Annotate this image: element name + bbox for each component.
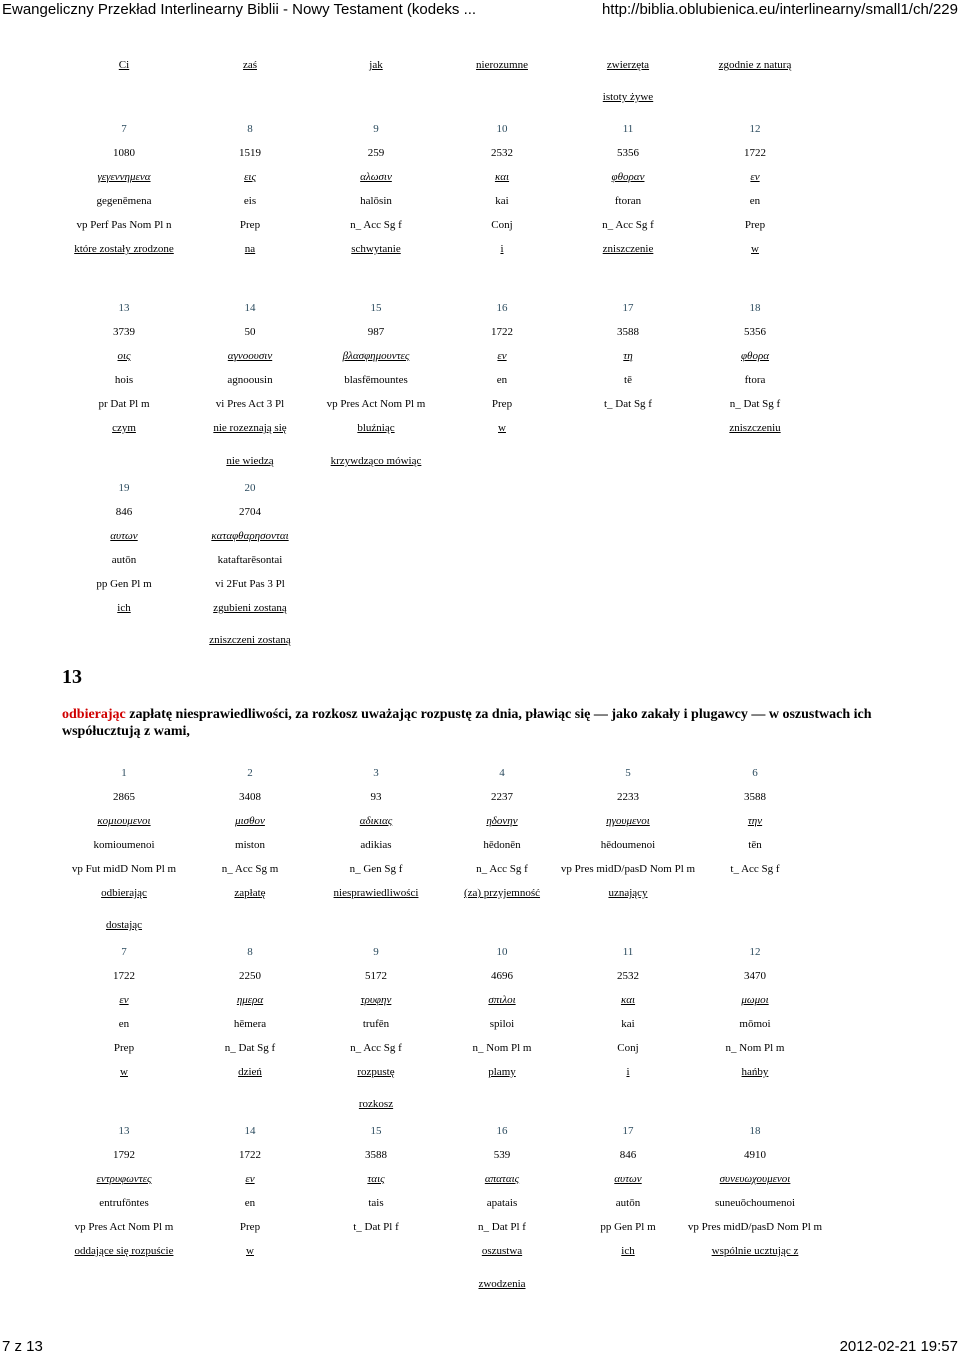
strongs-number: 5356	[617, 147, 639, 159]
strongs-number: 2704	[239, 506, 261, 518]
morphology-row	[0, 577, 900, 591]
morphology: vp Pres midD/pasD Nom Pl m	[560, 863, 696, 875]
word-number: 1	[121, 767, 127, 779]
word-number: 7	[121, 123, 127, 135]
word-number: 20	[244, 482, 256, 494]
word-number-row	[0, 481, 900, 495]
greek-row	[0, 170, 900, 184]
alt-gloss-link[interactable]: krzywdząco mówiąc	[330, 455, 422, 467]
strongs-number: 4910	[744, 1149, 766, 1161]
header-url: http://biblia.oblubienica.eu/interlinearny/small1/ch/229	[601, 1, 958, 18]
alt-gloss-link[interactable]: nie wiedzą	[226, 455, 274, 467]
morphology: vi 2Fut Pas 3 Pl	[215, 578, 285, 590]
transliteration: autōn	[111, 554, 137, 566]
greek-word-link[interactable]: μισθον	[235, 815, 265, 827]
morphology: vp Pres midD/pasD Nom Pl m	[687, 1221, 823, 1233]
transliteration: agnoousin	[227, 374, 273, 386]
alt-gloss-row	[0, 454, 900, 468]
greek-word-link[interactable]: αδικιας	[359, 815, 393, 827]
word-number-row	[0, 1124, 900, 1138]
gloss-link[interactable]: zgodnie z naturą	[718, 59, 792, 71]
strongs-number: 1722	[744, 147, 766, 159]
gloss-link[interactable]: w	[120, 1066, 128, 1078]
word-number: 13	[118, 302, 130, 314]
browser-print-header	[0, 0, 960, 22]
greek-word-link[interactable]: φθορα	[740, 350, 770, 362]
word-number: 17	[622, 302, 634, 314]
gloss-link[interactable]: jak	[369, 59, 383, 71]
gloss-link[interactable]: ich	[117, 602, 131, 614]
morphology: t_ Acc Sg f	[730, 863, 780, 875]
strongs-number: 1722	[491, 326, 513, 338]
morphology: pp Gen Pl m	[600, 1221, 656, 1233]
strongs-number: 3470	[744, 970, 766, 982]
morphology: vi Pres Act 3 Pl	[215, 398, 285, 410]
greek-word-link[interactable]: εν	[245, 1173, 255, 1185]
strongs-number: 5172	[365, 970, 387, 982]
transliteration: entrufōntes	[99, 1197, 149, 1209]
strongs-number: 846	[619, 1149, 637, 1161]
strongs-number: 2532	[617, 970, 639, 982]
gloss-link[interactable]: w	[246, 1245, 254, 1257]
word-number: 8	[247, 946, 253, 958]
word-number: 10	[496, 123, 508, 135]
strongs-number: 1722	[113, 970, 135, 982]
strongs-number: 3408	[239, 791, 261, 803]
gloss-row	[0, 601, 900, 615]
gloss-link[interactable]: nie rozeznają się	[213, 422, 287, 434]
verse-text-highlight: odbierając	[62, 707, 126, 722]
gloss-link[interactable]: zniszczeniu	[729, 422, 781, 434]
strongs-number: 3588	[744, 791, 766, 803]
greek-word-link[interactable]: απαταις	[484, 1173, 520, 1185]
greek-word-link[interactable]: εντρυφωντες	[96, 1173, 152, 1185]
morphology-row	[0, 862, 900, 876]
strongs-row	[0, 146, 900, 160]
greek-row	[0, 349, 900, 363]
morphology: n_ Dat Pl f	[478, 1221, 526, 1233]
greek-word-link[interactable]: εν	[497, 350, 507, 362]
alt-gloss-row	[0, 1277, 900, 1291]
gloss-link[interactable]: które zostały zrodzone	[74, 243, 174, 255]
word-number: 11	[622, 946, 634, 958]
gloss-link[interactable]: hańby	[741, 1066, 769, 1078]
gloss-link[interactable]: i	[500, 243, 504, 255]
greek-word-link[interactable]: τρυφην	[360, 994, 392, 1006]
transliteration-row	[0, 194, 900, 208]
transliteration-row	[0, 838, 900, 852]
greek-word-link[interactable]: γεγεννημενα	[97, 171, 151, 183]
morphology: n_ Acc Sg f	[476, 863, 528, 875]
greek-word-link[interactable]: καταφθαρησονται	[211, 530, 289, 542]
strongs-number: 2250	[239, 970, 261, 982]
alt-gloss-link[interactable]: rozkosz	[358, 1098, 394, 1110]
strongs-number: 2237	[491, 791, 513, 803]
strongs-number: 2865	[113, 791, 135, 803]
gloss-link[interactable]: plamy	[488, 1066, 516, 1078]
greek-word-link[interactable]: κομιουμενοι	[97, 815, 151, 827]
morphology: t_ Dat Sg f	[604, 398, 652, 410]
morphology: n_ Dat Sg f	[729, 398, 781, 410]
greek-word-link[interactable]: ηγουμενοι	[606, 815, 650, 827]
page-counter: 7 z 13	[2, 1338, 43, 1355]
transliteration: en	[749, 195, 761, 207]
word-number: 8	[247, 123, 253, 135]
word-number: 12	[749, 946, 761, 958]
gloss-link[interactable]: niesprawiedliwości	[333, 887, 419, 899]
gloss-link[interactable]: czym	[112, 422, 136, 434]
strongs-number: 3739	[113, 326, 135, 338]
strongs-number: 1792	[113, 1149, 135, 1161]
transliteration-row	[0, 373, 900, 387]
word-number: 16	[496, 302, 508, 314]
morphology: t_ Dat Pl f	[353, 1221, 399, 1233]
transliteration: kai	[621, 1018, 635, 1030]
strongs-number: 539	[493, 1149, 511, 1161]
strongs-number: 93	[370, 791, 382, 803]
morphology: Conj	[617, 1042, 639, 1054]
gloss-link[interactable]: nierozumne	[476, 59, 528, 71]
morphology: n_ Acc Sg m	[221, 863, 279, 875]
strongs-row	[0, 790, 900, 804]
alt-gloss-link[interactable]: dostając	[105, 919, 143, 931]
gloss-link[interactable]: i	[626, 1066, 630, 1078]
greek-word-link[interactable]: εις	[244, 171, 256, 183]
gloss-link[interactable]: na	[244, 243, 256, 255]
transliteration: hois	[114, 374, 134, 386]
morphology: n_ Nom Pl m	[472, 1042, 532, 1054]
transliteration: komioumenoi	[93, 839, 155, 851]
strongs-number: 987	[367, 326, 385, 338]
transliteration: hēmera	[233, 1018, 267, 1030]
word-number: 10	[496, 946, 508, 958]
transliteration: en	[118, 1018, 130, 1030]
transliteration: en	[496, 374, 508, 386]
morphology-row	[0, 1220, 900, 1234]
morphology: n_ Nom Pl m	[725, 1042, 785, 1054]
transliteration: spiloi	[489, 1018, 515, 1030]
morphology: n_ Acc Sg f	[602, 219, 654, 231]
greek-word-link[interactable]: αυτων	[614, 1173, 642, 1185]
word-number: 5	[625, 767, 631, 779]
word-number: 17	[622, 1125, 634, 1137]
greek-row	[0, 993, 900, 1007]
transliteration: kai	[495, 195, 509, 207]
word-number: 4	[499, 767, 505, 779]
greek-word-link[interactable]: και	[620, 994, 636, 1006]
word-number: 15	[370, 302, 382, 314]
greek-word-link[interactable]: και	[494, 171, 510, 183]
morphology-row	[0, 218, 900, 232]
strongs-number: 2532	[491, 147, 513, 159]
transliteration: trufēn	[362, 1018, 390, 1030]
gloss-link[interactable]: (za) przyjemność	[463, 887, 541, 899]
word-number: 11	[622, 123, 634, 135]
transliteration: en	[244, 1197, 256, 1209]
transliteration: halōsin	[360, 195, 392, 207]
morphology: n_ Gen Sg f	[349, 863, 403, 875]
morphology: n_ Acc Sg f	[350, 219, 402, 231]
word-number: 18	[749, 1125, 761, 1137]
word-number-row	[0, 122, 900, 136]
strongs-number: 3588	[617, 326, 639, 338]
strongs-row	[0, 505, 900, 519]
morphology: Prep	[491, 398, 513, 410]
transliteration: apatais	[486, 1197, 518, 1209]
morphology: Prep	[239, 219, 261, 231]
morphology: Prep	[113, 1042, 135, 1054]
header-title: Ewangeliczny Przekład Interlinearny Biblii - Nowy Testament (kodeks ...	[2, 1, 477, 18]
greek-row	[0, 1172, 900, 1186]
transliteration: tē	[624, 374, 632, 386]
word-number-row	[0, 945, 900, 959]
transliteration: eis	[243, 195, 257, 207]
gloss-link[interactable]: rozpustę	[357, 1066, 395, 1078]
greek-word-link[interactable]: αλωσιν	[360, 171, 392, 183]
word-number: 7	[121, 946, 127, 958]
greek-row	[0, 529, 900, 543]
transliteration: ftora	[744, 374, 766, 386]
greek-word-link[interactable]: ηδονην	[486, 815, 518, 827]
morphology: Prep	[239, 1221, 261, 1233]
gloss-link[interactable]: uznający	[608, 887, 648, 899]
transliteration-row	[0, 1017, 900, 1031]
greek-word-link[interactable]: μωμοι	[741, 994, 769, 1006]
gloss-row	[0, 1244, 900, 1258]
word-number: 3	[373, 767, 379, 779]
top-gloss-row	[0, 58, 900, 72]
morphology-row	[0, 1041, 900, 1055]
word-number: 6	[752, 767, 758, 779]
strongs-row	[0, 969, 900, 983]
greek-word-link[interactable]: αυτων	[110, 530, 138, 542]
gloss-link[interactable]: zgubieni zostaną	[213, 602, 287, 614]
greek-word-link[interactable]: τη	[623, 350, 633, 362]
greek-word-link[interactable]: αγνοουσιν	[227, 350, 273, 362]
gloss-link[interactable]: dzień	[238, 1066, 262, 1078]
gloss-row	[0, 421, 900, 435]
morphology: vp Pres Act Nom Pl m	[326, 398, 426, 410]
gloss-row	[0, 1065, 900, 1079]
morphology: vp Perf Pas Nom Pl n	[76, 219, 172, 231]
gloss-link[interactable]: Ci	[118, 59, 130, 71]
gloss-link[interactable]: wspólnie ucztując z	[711, 1245, 799, 1257]
greek-word-link[interactable]: σπιλοι	[488, 994, 516, 1006]
morphology: n_ Dat Sg f	[224, 1042, 276, 1054]
morphology: vp Fut midD Nom Pl m	[71, 863, 177, 875]
transliteration: hēdonēn	[483, 839, 521, 851]
word-number: 9	[373, 946, 379, 958]
greek-word-link[interactable]: φθοραν	[611, 171, 645, 183]
word-number: 18	[749, 302, 761, 314]
gloss-link[interactable]: oddające się rozpuście	[74, 1245, 174, 1257]
gloss-row	[0, 242, 900, 256]
gloss-link[interactable]: zapłatę	[234, 887, 266, 899]
transliteration: miston	[235, 839, 265, 851]
alt-gloss-row	[0, 633, 900, 647]
transliteration: tēn	[748, 839, 762, 851]
morphology: pr Dat Pl m	[98, 398, 150, 410]
word-number: 13	[118, 1125, 130, 1137]
strongs-number: 1722	[239, 1149, 261, 1161]
morphology: Prep	[744, 219, 766, 231]
strongs-number: 1080	[113, 147, 135, 159]
gloss-link[interactable]: odbierając	[101, 887, 147, 899]
greek-word-link[interactable]: οις	[117, 350, 131, 362]
gloss-link[interactable]: zniszczenie	[602, 243, 654, 255]
alt-gloss-link[interactable]: istoty żywe	[602, 91, 654, 103]
morphology-row	[0, 397, 900, 411]
gloss-link[interactable]: oszustwa	[481, 1245, 523, 1257]
transliteration: suneuōchoumenoi	[714, 1197, 796, 1209]
strongs-number: 846	[115, 506, 133, 518]
gloss-link[interactable]: w	[751, 243, 759, 255]
greek-word-link[interactable]: ημερα	[236, 994, 264, 1006]
greek-word-link[interactable]: εν	[750, 171, 760, 183]
greek-word-link[interactable]: ταις	[367, 1173, 385, 1185]
gloss-link[interactable]: schwytanie	[351, 243, 401, 255]
transliteration-row	[0, 1196, 900, 1210]
alt-gloss-link[interactable]: zniszczeni zostaną	[209, 634, 291, 646]
gloss-link[interactable]: zaś	[242, 59, 258, 71]
gloss-link[interactable]: ich	[621, 1245, 635, 1257]
transliteration: autōn	[615, 1197, 641, 1209]
top-alt-gloss-row	[0, 90, 900, 104]
strongs-number: 1519	[239, 147, 261, 159]
transliteration: gegenēmena	[96, 195, 152, 207]
word-number: 12	[749, 123, 761, 135]
greek-word-link[interactable]: την	[747, 815, 763, 827]
word-number-row	[0, 766, 900, 780]
morphology: n_ Acc Sg f	[350, 1042, 402, 1054]
gloss-row	[0, 886, 900, 900]
strongs-number: 50	[244, 326, 256, 338]
word-number: 19	[118, 482, 130, 494]
gloss-link[interactable]: zwierzęta	[606, 59, 650, 71]
morphology: Conj	[491, 219, 513, 231]
verse-number: 13	[62, 666, 82, 688]
transliteration: hēdoumenoi	[600, 839, 656, 851]
strongs-row	[0, 325, 900, 339]
word-number: 16	[496, 1125, 508, 1137]
print-timestamp: 2012-02-21 19:57	[839, 1338, 958, 1355]
strongs-number: 259	[367, 147, 385, 159]
strongs-number: 3588	[365, 1149, 387, 1161]
greek-word-link[interactable]: βλασφημουντες	[342, 350, 410, 362]
strongs-number: 2233	[617, 791, 639, 803]
transliteration: blasfēmountes	[344, 374, 408, 386]
alt-gloss-row	[0, 1097, 900, 1111]
word-number: 9	[373, 123, 379, 135]
morphology: pp Gen Pl m	[96, 578, 152, 590]
greek-word-link[interactable]: εν	[119, 994, 129, 1006]
verse-text	[62, 706, 892, 740]
word-number: 14	[244, 1125, 256, 1137]
word-number: 2	[247, 767, 253, 779]
strongs-number: 5356	[744, 326, 766, 338]
gloss-link[interactable]: bluźniąc	[357, 422, 395, 434]
alt-gloss-row	[0, 918, 900, 932]
alt-gloss-link[interactable]: zwodzenia	[478, 1278, 526, 1290]
word-number: 15	[370, 1125, 382, 1137]
transliteration: ftoran	[614, 195, 642, 207]
transliteration-row	[0, 553, 900, 567]
gloss-link[interactable]: w	[498, 422, 506, 434]
transliteration: kataftarēsontai	[217, 554, 283, 566]
word-number: 14	[244, 302, 256, 314]
transliteration: adikias	[360, 839, 392, 851]
transliteration: tais	[368, 1197, 384, 1209]
greek-word-link[interactable]: συνευωχουμενοι	[719, 1173, 791, 1185]
strongs-number: 4696	[491, 970, 513, 982]
verse-text-rest: zapłatę niesprawiedliwości, za rozkosz uważając rozpustę za dnia, pławiąc się — jako zakały i plugawcy — w oszustwach ich współucztują z wami,	[62, 707, 872, 739]
word-number-row	[0, 301, 900, 315]
transliteration: mōmoi	[739, 1018, 771, 1030]
strongs-row	[0, 1148, 900, 1162]
browser-print-footer	[0, 1338, 960, 1356]
greek-row	[0, 814, 900, 828]
morphology: vp Pres Act Nom Pl m	[74, 1221, 174, 1233]
